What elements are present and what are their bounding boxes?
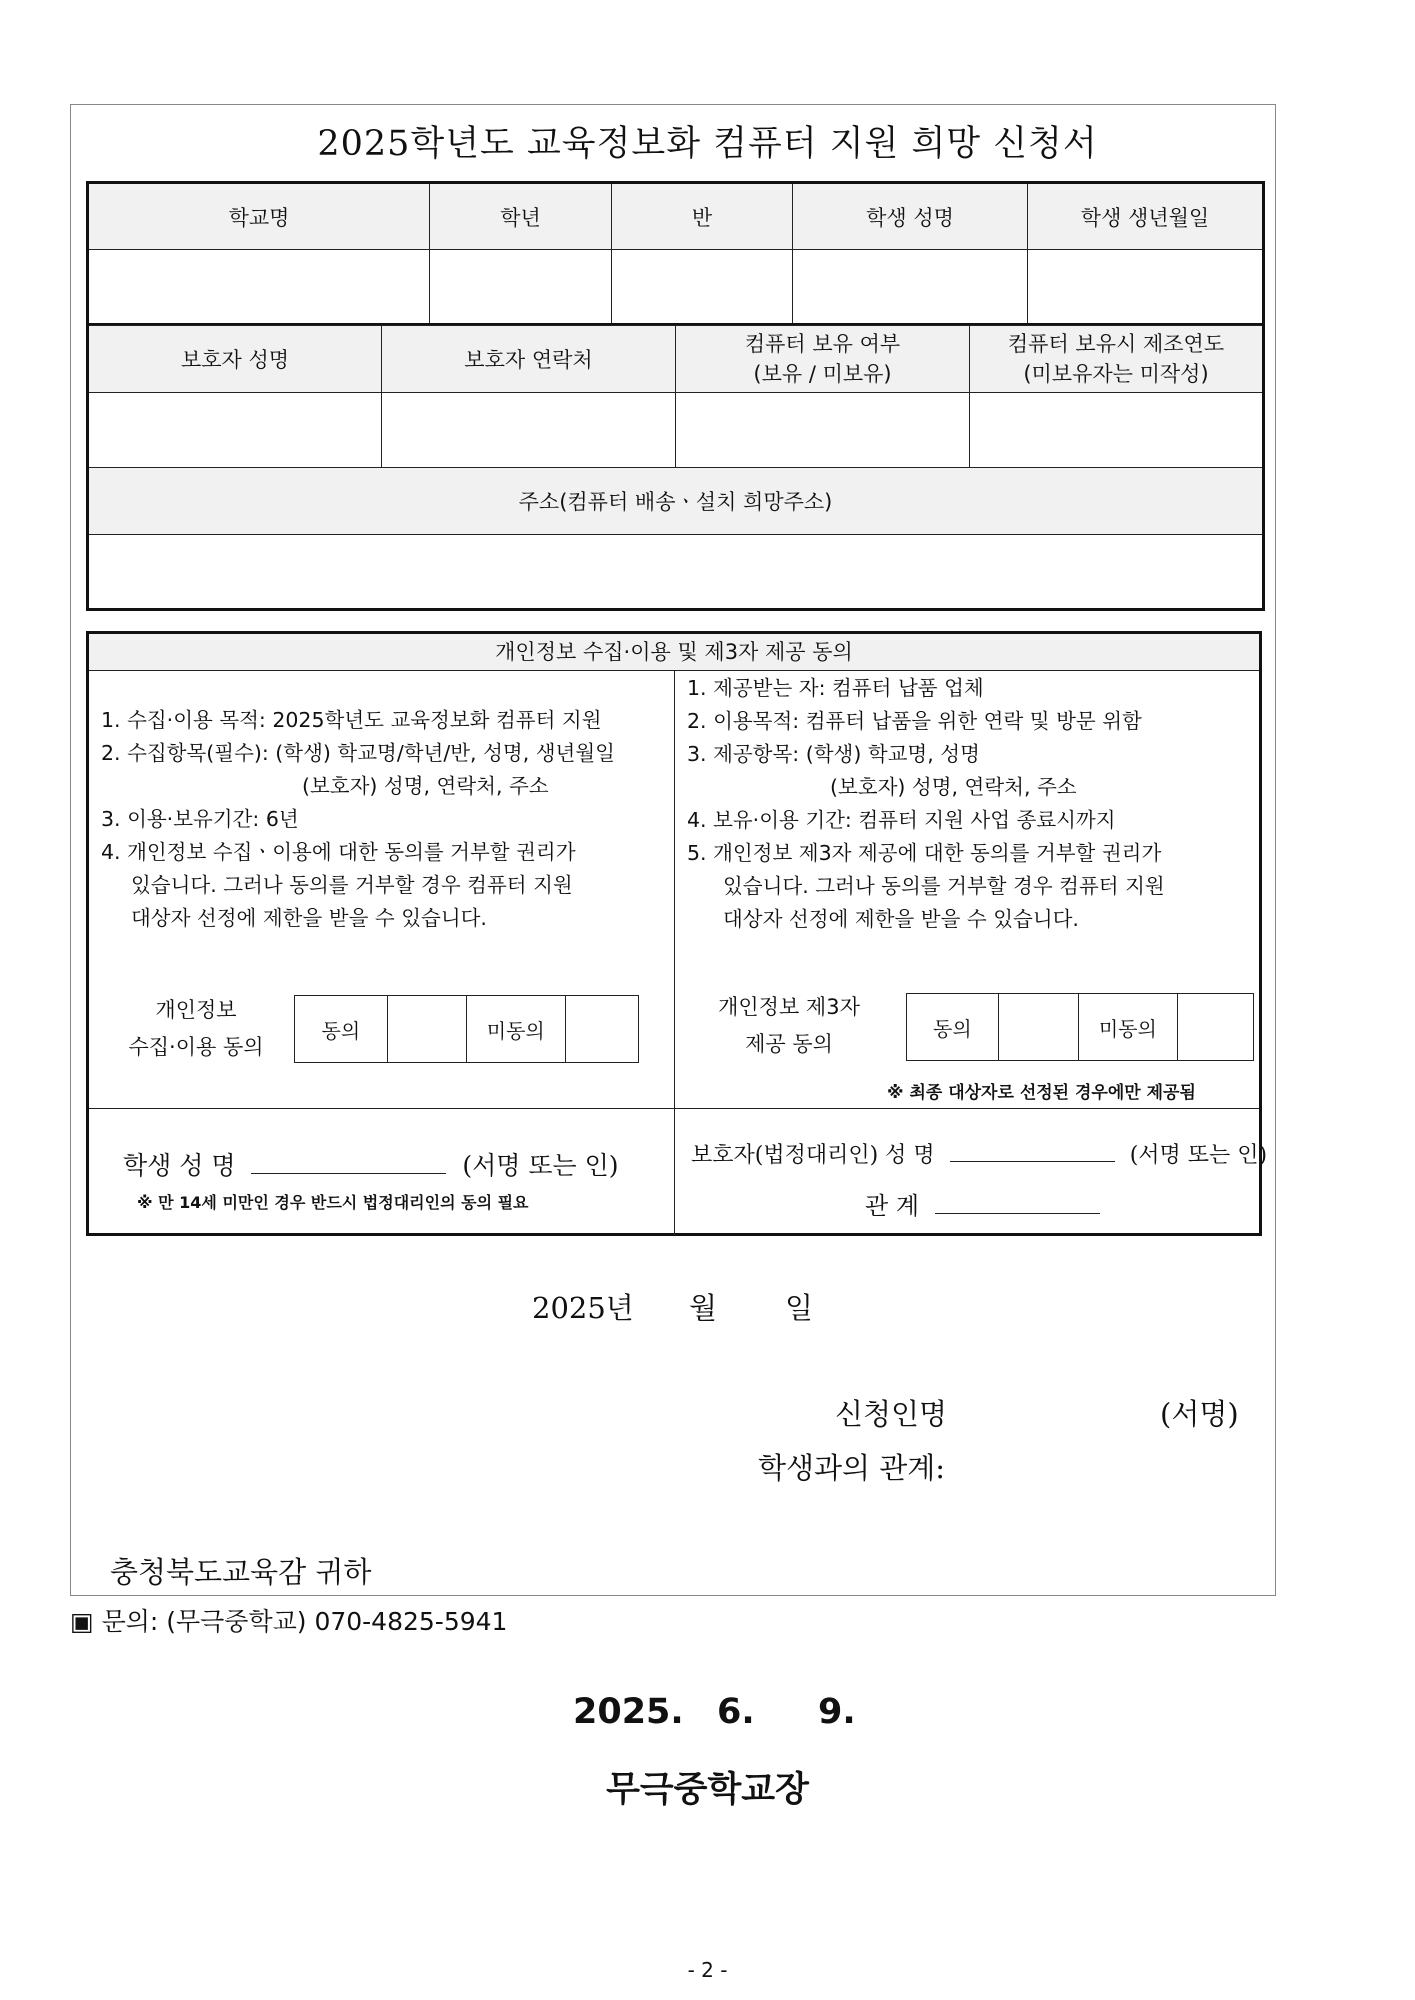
student-info-table: [86, 181, 1265, 326]
signature-divider: [89, 1108, 1259, 1109]
computer-ownership-sublabel: (보유 / 미보유): [753, 362, 892, 386]
applicant-label: 신청인명: [835, 1397, 948, 1431]
left-consent-label-line2: 수집·이용 동의: [128, 1035, 264, 1059]
guardian-signature-line: [691, 1138, 1267, 1169]
right-consent-label-line2: 제공 동의: [745, 1032, 833, 1056]
left-clause-4: 4. 개인정보 수집ㆍ이용에 대한 동의를 거부할 권리가: [101, 840, 576, 864]
right-clause-5b: 있습니다. 그러나 동의를 거부할 경우 컴퓨터 지원: [723, 874, 1165, 898]
left-consent-label-line1: 개인정보: [155, 998, 237, 1022]
guardian-relation-label: 관 계: [865, 1192, 919, 1220]
right-disagree-label: 미동의: [1079, 994, 1179, 1060]
left-agree-label: 동의: [295, 996, 388, 1062]
consent-title: 개인정보 수집·이용 및 제3자 제공 동의: [89, 634, 1259, 671]
left-clause-4b: 있습니다. 그러나 동의를 거부할 경우 컴퓨터 지원: [131, 873, 573, 897]
left-consent-box: [294, 995, 639, 1063]
guardian-signature-label: 보호자(법정대리인) 성 명: [691, 1143, 935, 1168]
left-clause-2: 2. 수집항목(필수): (학생) 학교명/학년/반, 성명, 생년월일: [101, 741, 615, 765]
student-signature-label: 학생 성 명: [123, 1151, 236, 1180]
issue-date-month: 6.: [717, 1692, 755, 1732]
header-address: 주소(컴퓨터 배송ㆍ설치 희망주소): [88, 468, 1264, 535]
inquiry-info: ▣ 문의: (무극중학교) 070-4825-5941: [70, 1607, 508, 1636]
guardian-relation-field[interactable]: [935, 1191, 1100, 1214]
form-date-month: 월: [689, 1291, 718, 1325]
left-clause-4c: 대상자 선정에 제한을 받을 수 있습니다.: [131, 906, 487, 930]
right-agree-label: 동의: [907, 994, 999, 1060]
student-signature-field[interactable]: [251, 1151, 446, 1174]
guardian-signature-field[interactable]: [950, 1139, 1115, 1162]
header-class: 반: [612, 183, 793, 250]
guardian-relation-line: [865, 1186, 1108, 1221]
header-student-birthdate: 학생 생년월일: [1028, 183, 1264, 250]
left-clause-2b: (보호자) 성명, 연락처, 주소: [302, 774, 549, 798]
grade-field[interactable]: [430, 250, 612, 325]
manufacture-year-sublabel: (미보유자는 미작성): [1023, 362, 1209, 386]
form-title: 2025학년도 교육정보화 컴퓨터 지원 희망 신청서: [317, 124, 1098, 164]
left-clause-3: 3. 이용·보유기간: 6년: [101, 807, 299, 831]
right-clause-5c: 대상자 선정에 제한을 받을 수 있습니다.: [723, 907, 1079, 931]
student-name-field[interactable]: [793, 250, 1028, 325]
left-disagree-label: 미동의: [467, 996, 567, 1062]
left-clause-1: 1. 수집·이용 목적: 2025학년도 교육정보화 컴퓨터 지원: [101, 708, 602, 732]
student-signature-line: [123, 1146, 619, 1182]
class-field[interactable]: [612, 250, 793, 325]
right-clause-2: 2. 이용목적: 컴퓨터 납품을 위한 연락 및 방문 위함: [687, 709, 1142, 733]
left-consent-label: [111, 992, 281, 1066]
issue-date-day: 9.: [818, 1692, 856, 1732]
guardian-name-field[interactable]: [88, 393, 382, 468]
student-signature-suffix: (서명 또는 인): [462, 1151, 619, 1180]
header-computer-ownership: [676, 326, 970, 393]
header-grade: 학년: [430, 183, 612, 250]
guardian-info-table: [86, 325, 1265, 611]
right-disagree-checkbox[interactable]: [1178, 994, 1253, 1060]
right-consent-box: [906, 993, 1254, 1061]
page-number: - 2 -: [687, 1958, 728, 1982]
right-clause-5: 5. 개인정보 제3자 제공에 대한 동의를 거부할 권리가: [687, 841, 1162, 865]
right-consent-note: ※ 최종 대상자로 선정된 경우에만 제공됨: [887, 1083, 1196, 1103]
student-birthdate-field[interactable]: [1028, 250, 1264, 325]
computer-ownership-field[interactable]: [676, 393, 970, 468]
manufacture-year-label: 컴퓨터 보유시 제조연도: [1007, 332, 1225, 356]
right-clause-3: 3. 제공항목: (학생) 학교명, 성명: [687, 742, 980, 766]
applicant-sign: (서명): [1160, 1397, 1239, 1431]
addressee: 충청북도교육감 귀하: [110, 1555, 372, 1589]
computer-ownership-label: 컴퓨터 보유 여부: [744, 332, 901, 356]
header-manufacture-year: [970, 326, 1264, 393]
issue-date-year: 2025.: [573, 1692, 684, 1732]
header-guardian-contact: 보호자 연락처: [382, 326, 676, 393]
right-clause-3b: (보호자) 성명, 연락처, 주소: [830, 775, 1077, 799]
consent-divider: [674, 670, 675, 1236]
guardian-signature-suffix: (서명 또는 인): [1129, 1143, 1268, 1168]
student-age-note: ※ 만 14세 미만인 경우 반드시 법정대리인의 동의 필요: [137, 1193, 529, 1212]
address-field[interactable]: [88, 535, 1264, 610]
header-guardian-name: 보호자 성명: [88, 326, 382, 393]
form-date-day: 일: [785, 1291, 814, 1325]
header-school-name: 학교명: [88, 183, 430, 250]
manufacture-year-field[interactable]: [970, 393, 1264, 468]
right-agree-checkbox[interactable]: [999, 994, 1079, 1060]
right-consent-label: [694, 989, 884, 1063]
right-clause-4: 4. 보유·이용 기간: 컴퓨터 지원 사업 종료시까지: [687, 808, 1116, 832]
school-name-field[interactable]: [88, 250, 430, 325]
right-consent-label-line1: 개인정보 제3자: [718, 995, 860, 1019]
left-disagree-checkbox[interactable]: [566, 996, 638, 1062]
right-clause-1: 1. 제공받는 자: 컴퓨터 납품 업체: [687, 676, 984, 700]
form-date-year: 2025년: [532, 1291, 634, 1325]
issuer: 무극중학교장: [606, 1770, 809, 1810]
header-student-name: 학생 성명: [793, 183, 1028, 250]
relation-to-student: 학생과의 관계:: [758, 1451, 946, 1485]
guardian-contact-field[interactable]: [382, 393, 676, 468]
left-agree-checkbox[interactable]: [388, 996, 467, 1062]
consent-section: [86, 631, 1268, 1236]
